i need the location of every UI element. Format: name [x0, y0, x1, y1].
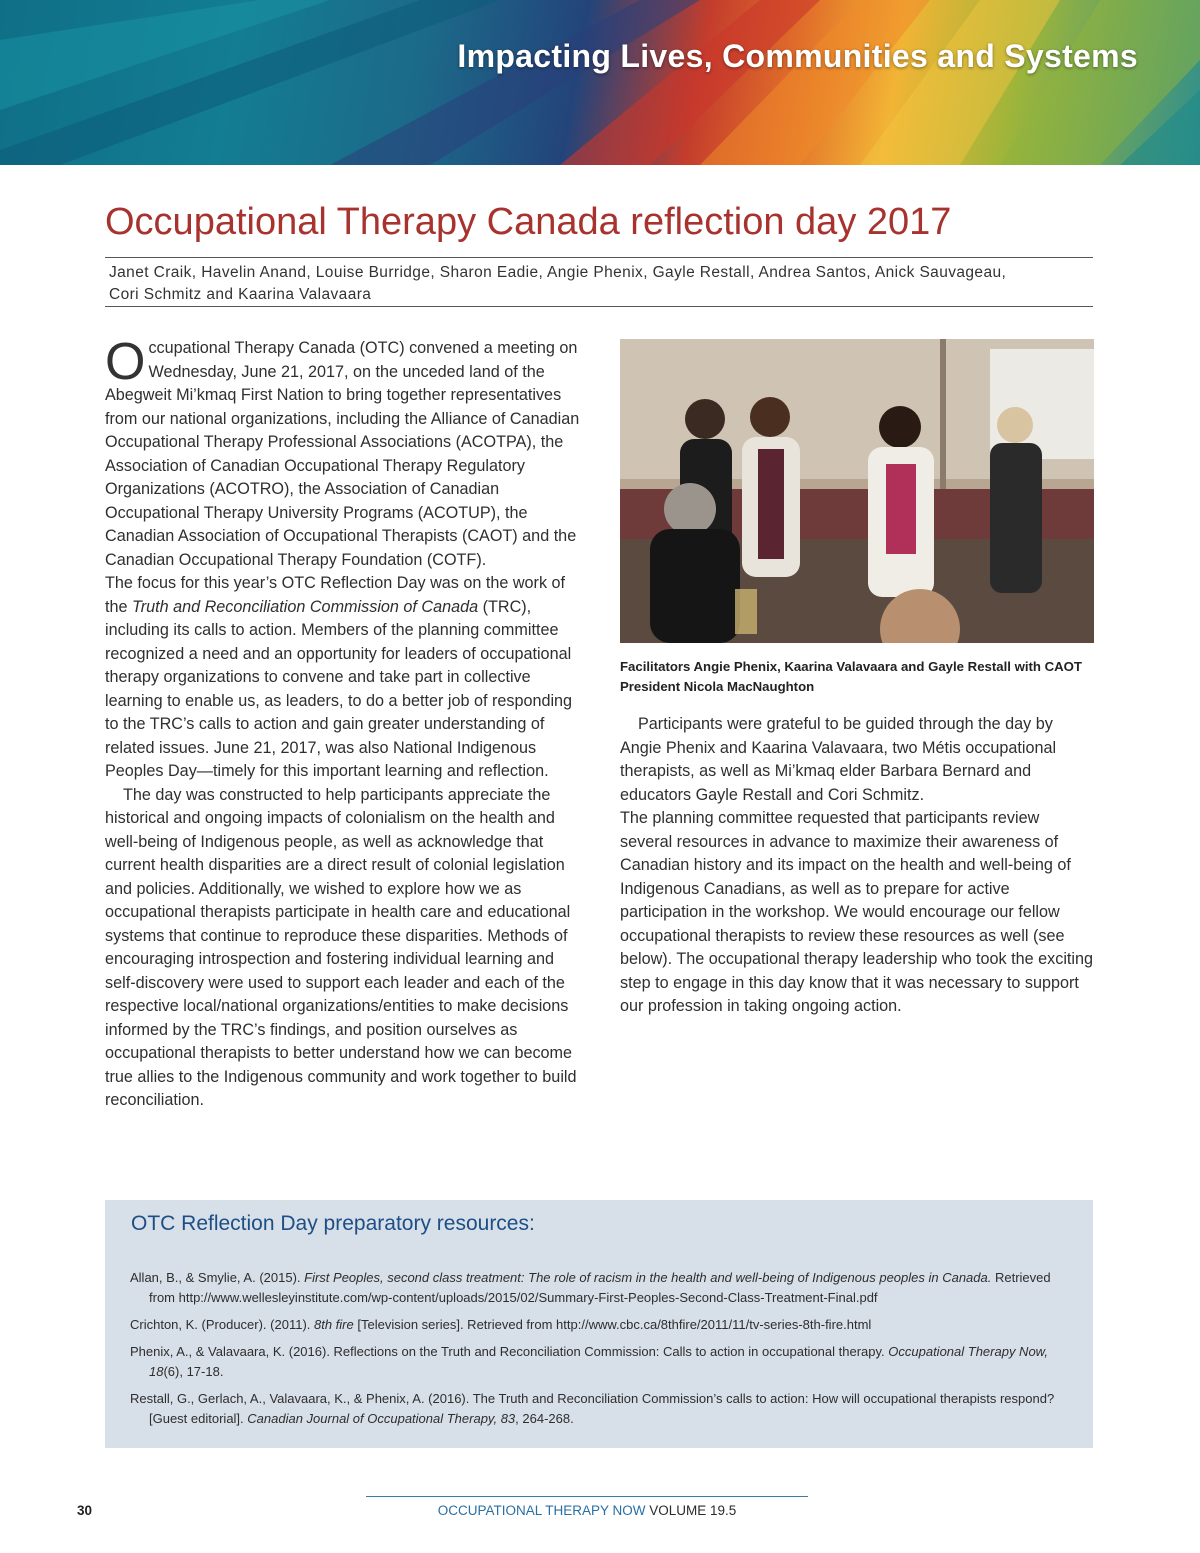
reference-pages: (6), 17-18. — [163, 1364, 224, 1379]
paragraph-focus — [105, 572, 580, 784]
paragraph-focus-start: The focus for this year’s OTC Reflection Day was on the work of the — [105, 574, 566, 616]
banner-stripes-graphic — [0, 0, 1200, 165]
paragraph-participants: Participants were grateful to be guided through the day by Angie Phenix and Kaarina Valavaara, two Métis occupational therapists, as well as Mi’kmaq elder Barbara Bernard and educators Gayle Restall and Cori Schmitz. — [620, 715, 1057, 804]
reference-item — [130, 1342, 1070, 1382]
authors-line-2: Cori Schmitz and Kaarina Valavaara — [109, 286, 372, 303]
resources-box — [105, 1200, 1093, 1448]
paragraph-planning: The planning committee requested that participants review several resources in advance to maximize their awareness of Canadian history and its impact on the health and well-being of Indigenous Canadians, as well as to prepare for active participation in the workshop. We would encourage our fellow occupational therapists to review these resources as well (see below). The occupational therapy leadership who took the exciting step to engage in this day know that it was necessary to support our profession in taking ongoing action. — [620, 809, 1094, 1015]
reference-title: 8th fire — [314, 1317, 354, 1332]
journal-name: OCCUPATIONAL THERAPY NOW — [437, 1503, 646, 1518]
title-divider — [105, 257, 1093, 258]
paragraph-intro — [105, 333, 580, 572]
resources-list — [130, 1268, 1070, 1436]
article-authors — [109, 262, 1089, 306]
article-title: Occupational Therapy Canada reflection day 2017 — [105, 201, 952, 243]
authors-divider — [105, 306, 1093, 307]
footer-journal-line — [0, 1503, 1174, 1518]
paragraph-construction: The day was constructed to help participants appreciate the historical and ongoing impacts of colonialism on the health and well-being of Indigenous people, as well as acknowledge that current health disparities are a direct result of colonial legislation and policies. Additionally, we wished to explore how we as occupational therapists participate in health care and educational systems that continue to reproduce these disparities. Methods of encouraging introspection and fostering individual learning and self-discovery were used to support each leader and each of the respective local/national organizations/entities to make decisions informed by the TRC’s findings, and position ourselves as occupational therapists to better understand how we can become true allies to the Indigenous community and work together to build reconciliation. — [105, 785, 577, 1109]
facilitators-photo — [620, 339, 1094, 643]
section-banner-title: Impacting Lives, Communities and Systems — [457, 38, 1138, 74]
header-banner — [0, 0, 1200, 165]
resources-heading: OTC Reflection Day preparatory resources: — [131, 1212, 535, 1235]
photo-illustration — [620, 339, 1094, 643]
drop-cap: O — [105, 333, 146, 391]
reference-text: Phenix, A., & Valavaara, K. (2016). Reflections on the Truth and Reconciliation Commission: Calls to action in occupational therapy. — [130, 1344, 889, 1359]
reference-pages: , 264-268. — [515, 1411, 574, 1426]
right-column — [620, 713, 1094, 1019]
paragraph-intro-text: ccupational Therapy Canada (OTC) convened a meeting on Wednesday, June 21, 2017, on the unceded land of the Abegweit Mi’kmaq First Nation to bring together representatives from our national organizations, including the Alliance of Canadian Occupational Therapy Professional Associations (ACOTPA), the Association of Canadian Occupational Therapy Regulatory Organizations (ACOTRO), the Association of Canadian Occupational Therapy University Programs (ACOTUP), the Canadian Association of Occupational Therapists (CAOT) and the Canadian Occupational Therapy Foundation (COTF). — [105, 339, 580, 569]
left-column — [105, 333, 580, 1113]
reference-title: Occupational Therapy Now, 18 — [149, 1344, 1048, 1379]
reference-text: Crichton, K. (Producer). (2011). — [130, 1317, 314, 1332]
journal-volume: VOLUME 19.5 — [649, 1503, 737, 1518]
paragraph-focus-end: (TRC), including its calls to action. Members of the planning committee recognized a need and an opportunity for leaders of occupational therapy organizations to convene and take part in collective learning to enable us, as leaders, to do a better job of responding to the TRC’s calls to action and gain greater understanding of related issues. June 21, 2017, was also National Indigenous Peoples Day—timely for this important learning and reflection. — [105, 597, 573, 780]
photo-caption: Facilitators Angie Phenix, Kaarina Valavaara and Gayle Restall with CAOT President Nicola MacNaughton — [620, 659, 1082, 694]
page-number: 30 — [77, 1503, 93, 1518]
reference-item — [130, 1268, 1070, 1308]
reference-url: [Television series]. Retrieved from http://www.cbc.ca/8thfire/2011/11/tv-series-8th-fire.html — [353, 1317, 872, 1332]
reference-item — [130, 1389, 1070, 1429]
footer-divider — [366, 1496, 808, 1497]
trc-title: Truth and Reconciliation Commission of Canada — [132, 597, 479, 616]
reference-item — [130, 1315, 1070, 1335]
reference-url: Retrieved from http://www.wellesleyinstitute.com/wp-content/uploads/2015/02/Summary-First-Peoples-Second-Class-Treatment-Final.pdf — [149, 1270, 1051, 1305]
reference-text: Allan, B., & Smylie, A. (2015). — [130, 1270, 305, 1285]
authors-line-1: Janet Craik, Havelin Anand, Louise Burridge, Sharon Eadie, Angie Phenix, Gayle Restall, Andrea Santos, Anick Sauvageau, — [109, 264, 1007, 281]
reference-title: First Peoples, second class treatment: The role of racism in the health and well-being of Indigenous peoples in Canada. — [304, 1270, 992, 1285]
reference-text: Restall, G., Gerlach, A., Valavaara, K., & Phenix, A. (2016). The Truth and Reconciliation Commission’s calls to action: How will occupational therapists respond? [Guest editorial]. — [130, 1391, 1055, 1426]
reference-title: Canadian Journal of Occupational Therapy, 83 — [247, 1411, 516, 1426]
